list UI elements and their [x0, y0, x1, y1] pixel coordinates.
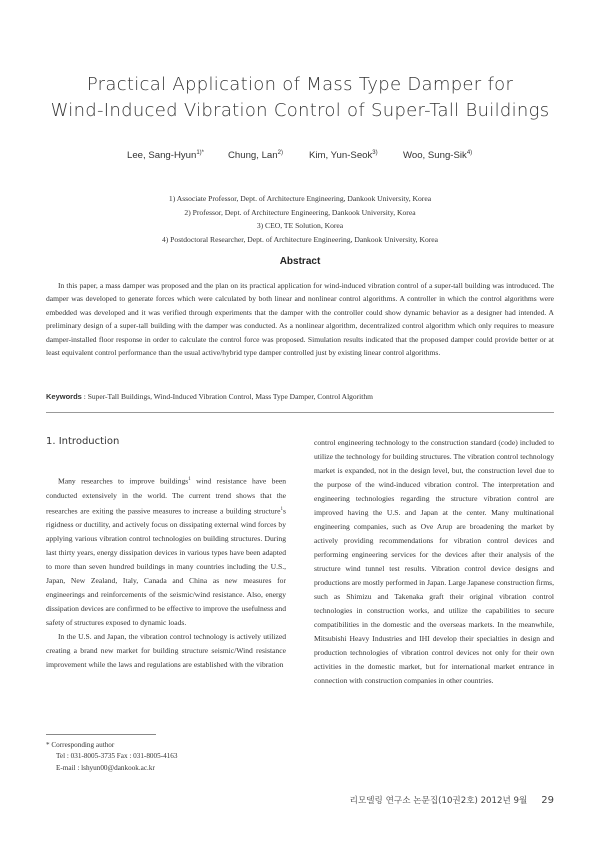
- footnote-divider: [46, 734, 156, 735]
- paragraph-text: Many researches to improve buildings: [58, 476, 189, 486]
- abstract-heading: Abstract: [279, 256, 321, 267]
- author-affil-mark: 3): [372, 150, 378, 156]
- abstract-text: In this paper, a mass damper was proposed and the plan on its practical application for wind-induced vibration control of a super-tall building was introduced. The damper was developed to generate forces which were calculated by both linear and nonlinear control algorithms. A controller in which the control algorithms were embedded was developed and it was verified through experiments that the damper with the controller could show dynamic behavior as a designer had intended. A preliminary design of a super-tall building with the damper was conducted. As a nonlinear algorithm, decentralized control algorithm which only requires to measure damper-installed floor response in order to calculate the control force was proposed. Simulation results indicated that the proposed damper could provide better or at least equivalent control performance than the usual active/hybrid type damper controlled just by existing linear control algorithms.: [46, 281, 554, 358]
- page-number: 29: [541, 795, 554, 806]
- paragraph: In the U.S. and Japan, the vibration control technology is actively utilized creating a brand new market for building structure seismic/Wind resistance improvement while the laws and regulations are established with the vibration: [46, 632, 286, 670]
- author-affil-mark: 2): [277, 150, 283, 156]
- superscript-mark: 1: [188, 477, 191, 482]
- title-line-1: Practical Application of Mass Type Damper for: [86, 74, 514, 95]
- title-line-2: Wind-Induced Vibration Control of Super-Tall Buildings: [50, 100, 550, 121]
- author-4: [403, 150, 472, 161]
- paragraph-text: s rigidness or ductility, and actively focus on dissipating external wind forces by applying various vibration control technologies on building structures. During last thirty years, energy dissipation devices in various types have been adapted to more than seven hundred buildings in many countries including the U.S., Japan, New Zealand, Italy, Canada and China as new measures for engineerings and reinforcements of the seismic/wind resistance. Also, energy dissipation devices are confirmed to be effective to improve the usefulness and safety of structures exposed to dynamic loads.: [46, 506, 286, 628]
- author-1: [127, 150, 204, 161]
- author-name: Chung, Lan: [228, 150, 278, 162]
- author-name: Woo, Sung-Sik: [403, 150, 467, 162]
- author-2: [228, 150, 283, 161]
- right-column: [314, 436, 554, 688]
- footnote: [46, 740, 177, 774]
- author-affil-mark: 4): [466, 150, 473, 156]
- affiliation: 1) Associate Professor, Dept. of Architecture Engineering, Dankook University, Korea: [168, 194, 432, 203]
- affiliation: 2) Professor, Dept. of Architecture Engineering, Dankook University, Korea: [184, 207, 416, 217]
- keywords: [46, 392, 566, 401]
- paragraph-text: wind resistance have been conducted extensively in the world. The current trend shows that the researches are exiting the passive measures to increase a building structure: [46, 476, 286, 516]
- paragraph: [46, 473, 286, 630]
- page-footer: [350, 794, 554, 806]
- affiliation-list: [0, 192, 600, 246]
- author-name: Kim, Yun-Seok: [309, 150, 373, 162]
- keywords-label: Keywords: [46, 392, 82, 401]
- left-column: [46, 473, 286, 672]
- journal-citation: 리모델링 연구소 논문집(10권2호) 2012년 9월: [349, 796, 528, 806]
- author-affil-mark: 1)*: [196, 150, 205, 156]
- keywords-text: : Super-Tall Buildings, Wind-Induced Vibration Control, Mass Type Damper, Control Algorithm: [81, 392, 373, 401]
- affiliation: 4) Postdoctoral Researcher, Dept. of Architecture Engineering, Dankook University, Korea: [161, 234, 439, 244]
- section-divider: [46, 412, 554, 413]
- author-name: Lee, Sang-Hyun: [127, 150, 197, 162]
- paragraph: control engineering technology to the construction standard (code) included to utilize the technology for building structures. The vibration control technology market is expanded, not in the design level, but, the construction level due to the purpose of the wind-induced vibration control. The interpretation and engineering technologies regarding the structure vibration control are improved having the U.S. and Japan at the center. Many multinational engineering companies, such as Ove Arup are broadening the market by actively providing recommendations for vibration control devices and performing engineering services for the devices after their analysis of the structure wind tunnel test results. Vibration control device designs and productions are mostly performed in Japan. Large Japanese construction firms, such as Shimizu and Takenaka graft their original vibration control technologies in construction works, and utilize the capabilities to secure compatibilities in the domestic and the overseas markets. In the meanwhile, Mitsubishi Heavy Industries and IHI develop their specialties in design and production technologies of vibration control devices not only for their own activities in the domestic market, but for international market entrance in connection with construction companies in other countries.: [314, 438, 554, 685]
- footnote-corresponding: * Corresponding author: [46, 741, 115, 749]
- superscript-mark: 1: [280, 506, 284, 512]
- footnote-phone: Tel : 031-8005-3735 Fax : 031-8005-4163: [56, 752, 178, 761]
- author-3: [309, 150, 378, 161]
- footnote-email: E-mail : lshyun00@dankook.ac.kr: [56, 763, 155, 772]
- section-heading-introduction: 1. Introduction: [46, 436, 120, 447]
- paper-title: [0, 72, 600, 124]
- affiliation: 3) CEO, TE Solution, Korea: [256, 221, 344, 230]
